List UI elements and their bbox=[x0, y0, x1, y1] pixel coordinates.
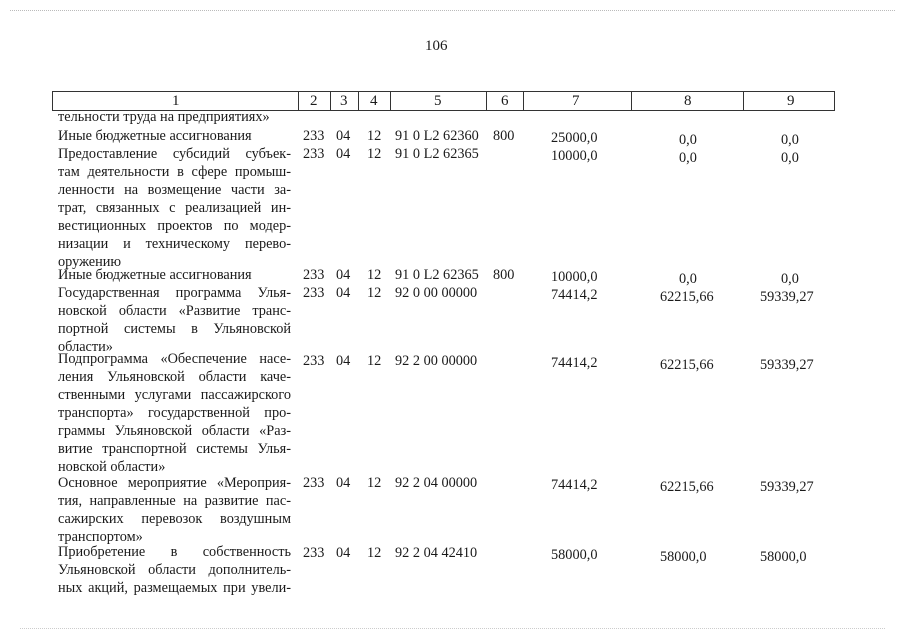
page-number: 106 bbox=[425, 38, 448, 54]
header-divider bbox=[523, 92, 524, 110]
row-name: Государственная программа Улья- новской области «Развитие транс- портной системы в Ульяновской области» bbox=[58, 285, 291, 355]
cell-col9: 0,0 bbox=[781, 132, 799, 148]
cell-col5: 91 0 L2 62360 bbox=[395, 128, 479, 144]
cell-col5: 92 2 04 42410 bbox=[395, 545, 478, 561]
header-col-6: 6 bbox=[501, 93, 509, 109]
cell-col2: 233 bbox=[303, 475, 325, 491]
cell-col3: 04 bbox=[336, 285, 351, 301]
header-col-3: 3 bbox=[340, 93, 348, 109]
cell-col4: 12 bbox=[367, 128, 382, 144]
cell-col7: 10000,0 bbox=[551, 148, 598, 164]
cell-col2: 233 bbox=[303, 128, 325, 144]
cell-col7: 74414,2 bbox=[551, 355, 598, 371]
cell-col2: 233 bbox=[303, 285, 325, 301]
cell-col8: 62215,66 bbox=[660, 289, 714, 305]
header-col-4: 4 bbox=[370, 93, 378, 109]
cell-col7: 74414,2 bbox=[551, 477, 598, 493]
row-name: Приобретение в собственность Ульяновской области дополнитель- ных акций, размещаемых при увели- bbox=[58, 544, 291, 596]
row-name: Предоставление субсидий субъек- там деятельности в сфере промыш- ленности на возмещение части за- трат, связанных с реализацией ин- вестиционных проектов по модер- низации и техническому перево- оружению bbox=[58, 146, 291, 270]
cell-col8: 58000,0 bbox=[660, 549, 707, 565]
cell-col6: 800 bbox=[493, 128, 515, 144]
cell-col8: 0,0 bbox=[679, 132, 697, 148]
cell-col7: 25000,0 bbox=[551, 130, 598, 146]
cell-col2: 233 bbox=[303, 353, 325, 369]
header-col-2: 2 bbox=[310, 93, 318, 109]
cell-col7: 74414,2 bbox=[551, 287, 598, 303]
cell-col2: 233 bbox=[303, 267, 325, 283]
header-divider bbox=[631, 92, 632, 110]
cell-col9: 0,0 bbox=[781, 150, 799, 166]
cell-col4: 12 bbox=[367, 475, 382, 491]
cell-col2: 233 bbox=[303, 146, 325, 162]
cell-col5: 92 0 00 00000 bbox=[395, 285, 478, 301]
cell-col3: 04 bbox=[336, 146, 351, 162]
top-scan-edge bbox=[10, 10, 895, 11]
header-col-8: 8 bbox=[684, 93, 692, 109]
cell-col4: 12 bbox=[367, 545, 382, 561]
header-col-5: 5 bbox=[434, 93, 442, 109]
cell-col3: 04 bbox=[336, 128, 351, 144]
cell-col3: 04 bbox=[336, 267, 351, 283]
row-name: Подпрограмма «Обеспечение насе- ления Ульяновской области каче- ственными услугами пассажирского транспорта» государственной про- граммы Ульяновской области «Раз- витие транспортной системы Улья- новской области» bbox=[58, 351, 291, 475]
cell-col4: 12 bbox=[367, 267, 382, 283]
row-name: Иные бюджетные ассигнования bbox=[58, 128, 252, 144]
cell-col8: 0,0 bbox=[679, 150, 697, 166]
cell-col9: 0,0 bbox=[781, 271, 799, 287]
header-col-7: 7 bbox=[572, 93, 580, 109]
cell-col9: 59339,27 bbox=[760, 479, 814, 495]
header-divider bbox=[743, 92, 744, 110]
row-name: Основное мероприятие «Мероприя- тия, направленные на развитие пас- сажирских перевозок воздушным транспортом» bbox=[58, 475, 291, 545]
cell-col6: 800 bbox=[493, 267, 515, 283]
header-divider bbox=[358, 92, 359, 110]
header-divider bbox=[486, 92, 487, 110]
header-divider bbox=[330, 92, 331, 110]
cell-col3: 04 bbox=[336, 475, 351, 491]
cell-col5: 91 0 L2 62365 bbox=[395, 267, 479, 283]
cell-col9: 59339,27 bbox=[760, 289, 814, 305]
row-name: Иные бюджетные ассигнования bbox=[58, 267, 252, 283]
cell-col4: 12 bbox=[367, 353, 382, 369]
cell-col9: 58000,0 bbox=[760, 549, 807, 565]
cell-col7: 10000,0 bbox=[551, 269, 598, 285]
header-col-9: 9 bbox=[787, 93, 795, 109]
cell-col4: 12 bbox=[367, 146, 382, 162]
cell-col3: 04 bbox=[336, 545, 351, 561]
cell-col5: 91 0 L2 62365 bbox=[395, 146, 479, 162]
header-col-1: 1 bbox=[172, 93, 180, 109]
header-divider bbox=[390, 92, 391, 110]
row-name: тельности труда на предприятиях» bbox=[58, 109, 270, 125]
cell-col8: 0,0 bbox=[679, 271, 697, 287]
cell-col8: 62215,66 bbox=[660, 479, 714, 495]
cell-col5: 92 2 00 00000 bbox=[395, 353, 478, 369]
cell-col5: 92 2 04 00000 bbox=[395, 475, 478, 491]
cell-col2: 233 bbox=[303, 545, 325, 561]
header-divider bbox=[298, 92, 299, 110]
cell-col9: 59339,27 bbox=[760, 357, 814, 373]
cell-col3: 04 bbox=[336, 353, 351, 369]
cell-col4: 12 bbox=[367, 285, 382, 301]
cell-col7: 58000,0 bbox=[551, 547, 598, 563]
bottom-scan-edge bbox=[20, 628, 885, 629]
cell-col8: 62215,66 bbox=[660, 357, 714, 373]
